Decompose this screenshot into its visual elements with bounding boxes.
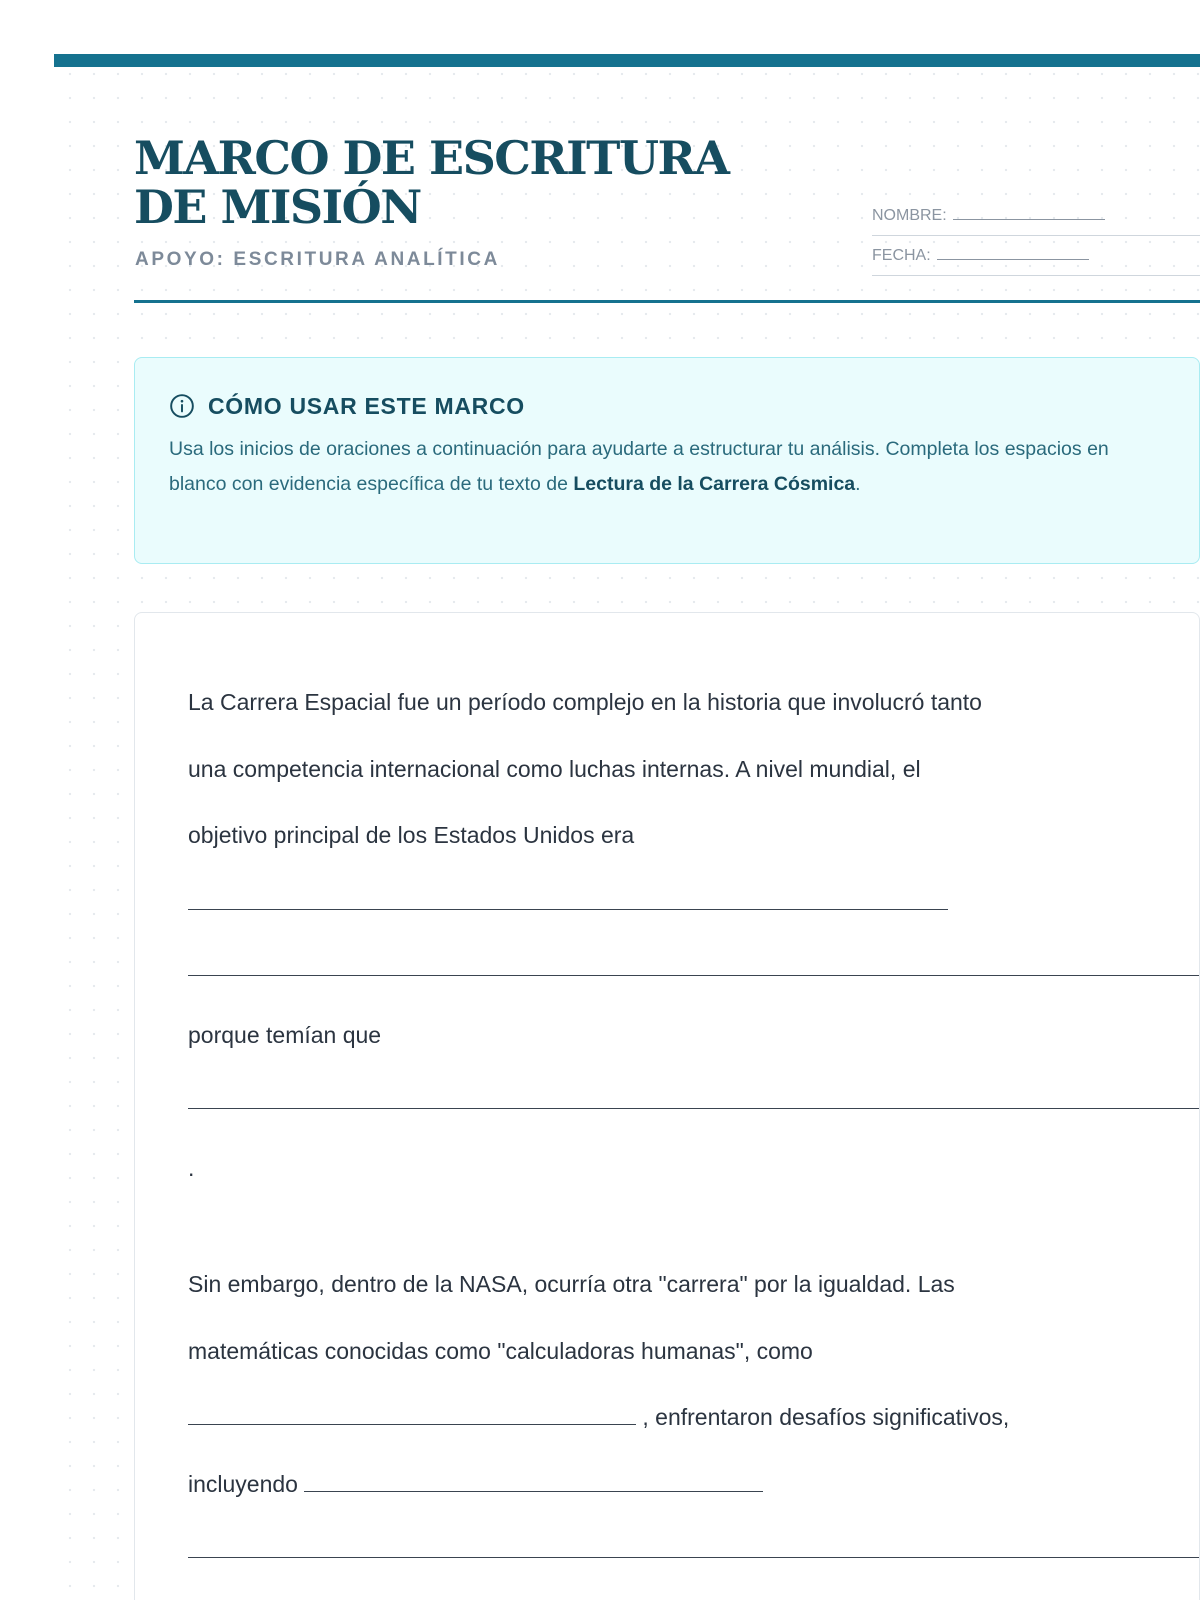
header-divider <box>134 300 1200 303</box>
frame-line: objetivo principal de los Estados Unidos era <box>188 822 635 848</box>
instructions-box <box>134 357 1200 564</box>
paragraph-gap <box>188 1201 1199 1251</box>
top-accent-bar <box>54 54 1200 67</box>
frame-line: una competencia internacional como luchas internas. A nivel mundial, el <box>188 755 921 782</box>
answer-blank[interactable] <box>188 975 1200 976</box>
frame-line: , enfrentaron desafíos significativos, <box>188 1384 1199 1451</box>
reading-title: Lectura de la Carrera Cósmica <box>573 473 856 495</box>
answer-blank[interactable] <box>188 909 948 910</box>
frame-line: matemáticas conocidas como "calculadoras humanas", como <box>188 1337 813 1364</box>
frame-line <box>188 1517 1199 1584</box>
frame-line: incluyendo <box>188 1451 1199 1518</box>
writing-frame-card <box>134 612 1200 1600</box>
date-row <box>872 236 1200 276</box>
answer-blank[interactable] <box>188 1108 1200 1109</box>
instructions-title: CÓMO USAR ESTE MARCO <box>208 392 525 419</box>
frame-line: . <box>188 1154 195 1181</box>
instructions-text: Usa los inicios de oraciones a continuación para ayudarte a estructurar tu análisis. Completa los espacios en blanco con evidencia específica de tu texto de Lectura de la Carrera Cósmica. <box>169 438 1109 495</box>
name-label: NOMBRE: <box>872 206 947 224</box>
answer-blank[interactable] <box>188 1557 1200 1558</box>
answer-blank[interactable] <box>188 1424 636 1425</box>
frame-line <box>188 1068 1199 1135</box>
date-field[interactable] <box>937 259 1089 260</box>
worksheet-page <box>54 54 1200 1600</box>
name-row <box>872 196 1200 236</box>
info-circle-icon <box>169 393 195 419</box>
page-subtitle: APOYO: ESCRITURA ANALÍTICA <box>135 249 500 270</box>
page-title: MARCO DE ESCRITURA DE MISIÓN <box>134 131 729 234</box>
frame-line: porque temían que <box>188 1021 382 1048</box>
frame-line: La Carrera Espacial fue un período complejo en la historia que involucró tanto <box>188 689 982 715</box>
frame-line: Sin embargo, dentro de la NASA, ocurría otra "carrera" por la igualdad. Las <box>188 1271 955 1297</box>
instructions-header <box>169 388 1165 424</box>
name-field[interactable] <box>953 219 1105 220</box>
date-label: FECHA: <box>872 246 931 264</box>
answer-blank[interactable] <box>304 1491 763 1492</box>
student-meta <box>872 196 1200 276</box>
frame-line <box>188 869 1199 936</box>
frame-line <box>188 935 1199 1002</box>
